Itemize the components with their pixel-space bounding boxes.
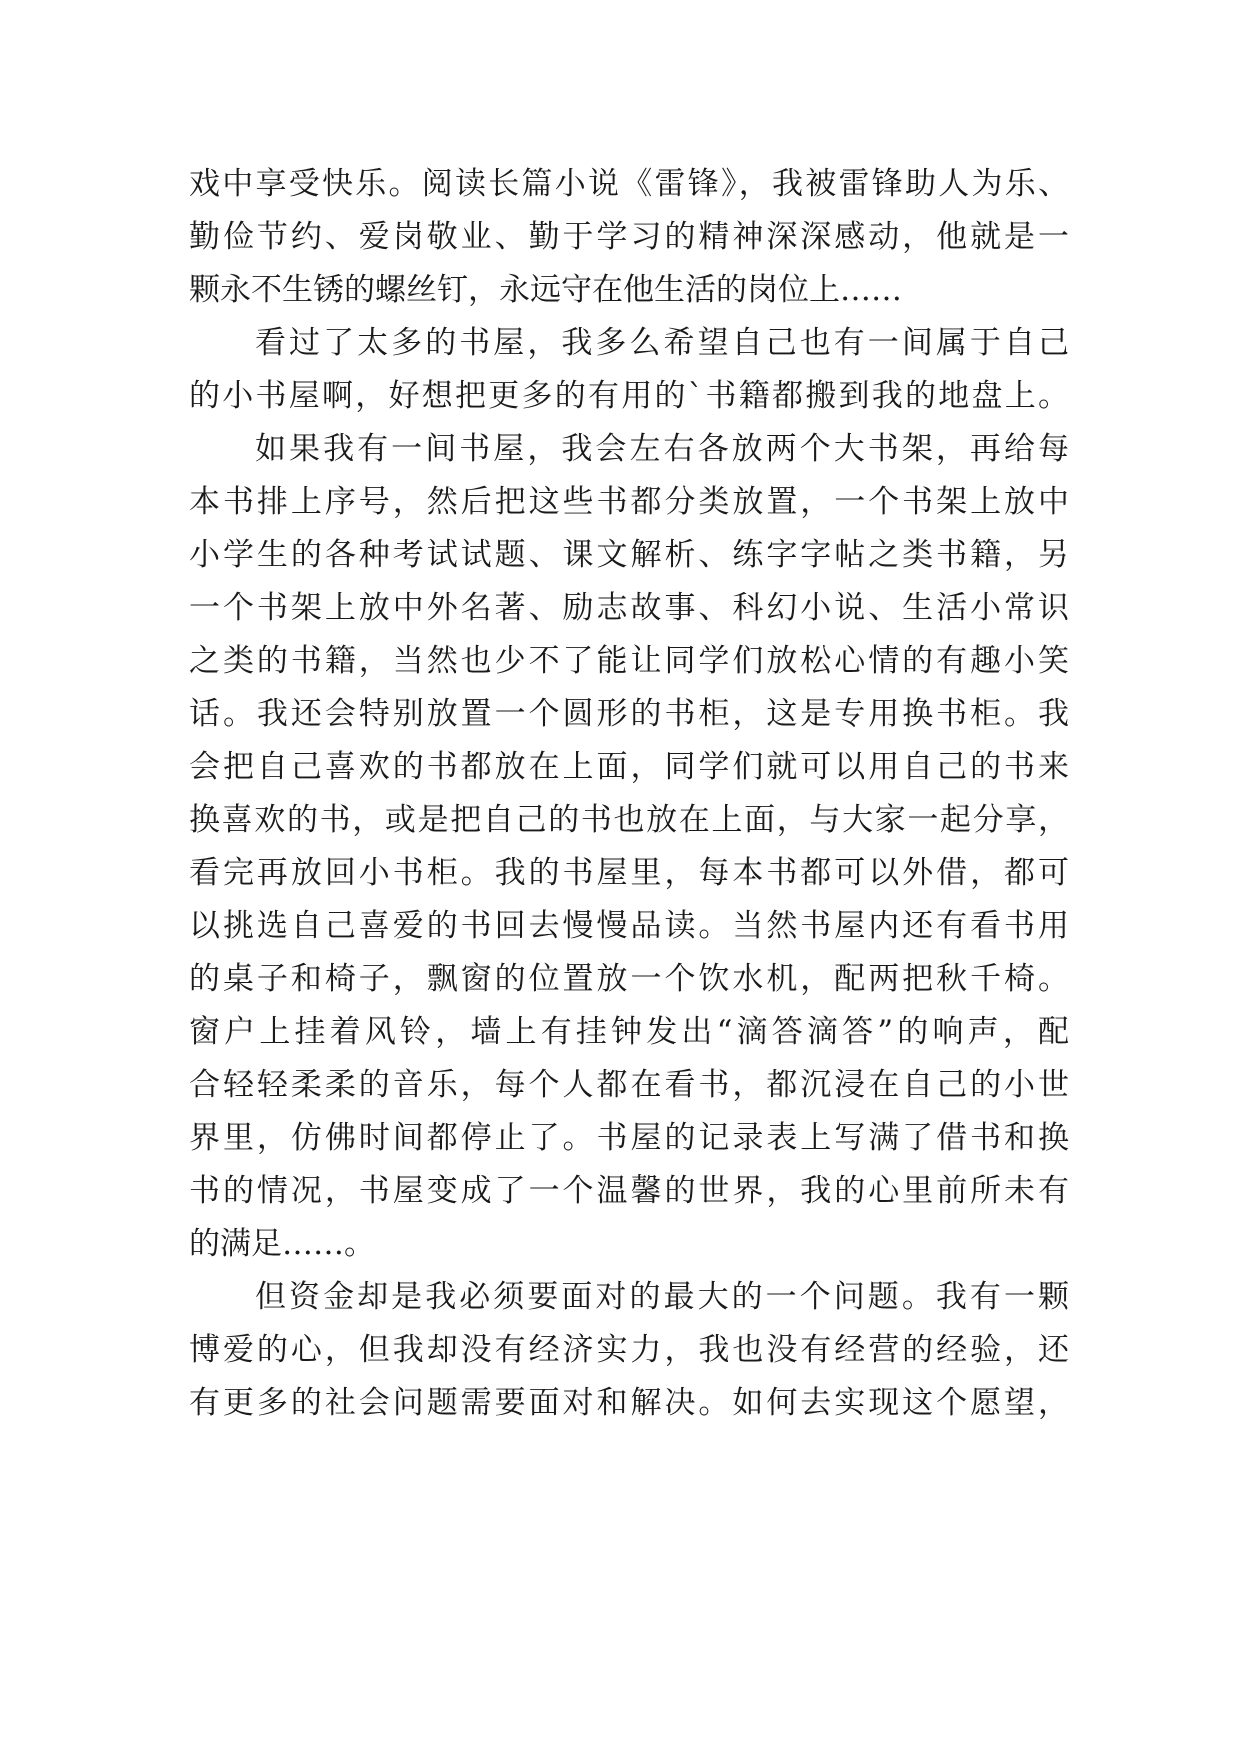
text-line: 小学生的各种考试试题、课文解析、练字字帖之类书籍，另 — [189, 537, 1069, 573]
text-line: 一个书架上放中外名著、励志故事、科幻小说、生活小常识 — [189, 590, 1069, 626]
text-line: 有更多的社会问题需要面对和解决。如何去实现这个愿望， — [189, 1385, 1069, 1421]
text-line: 会把自己喜欢的书都放在上面，同学们就可以用自己的书来 — [189, 749, 1069, 785]
text-line: 戏中享受快乐。阅读长篇小说《雷锋》，我被雷锋助人为乐、 — [189, 166, 1069, 202]
paragraph-start-line: 如果我有一间书屋，我会左右各放两个大书架，再给每 — [255, 431, 1069, 467]
text-line: 合轻轻柔柔的音乐，每个人都在看书，都沉浸在自己的小世 — [189, 1067, 1069, 1103]
text-line: 的桌子和椅子，飘窗的位置放一个饮水机，配两把秋千椅。 — [189, 961, 1069, 997]
paragraph-start-line: 但资金却是我必须要面对的最大的一个问题。我有一颗 — [255, 1279, 1069, 1315]
text-line: 界里，仿佛时间都停止了。书屋的记录表上写满了借书和换 — [189, 1120, 1069, 1156]
text-line: 换喜欢的书，或是把自己的书也放在上面，与大家一起分享， — [189, 802, 1069, 838]
text-line: 的小书屋啊，好想把更多的有用的`书籍都搬到我的地盘上。 — [189, 378, 1069, 414]
text-line: 看完再放回小书柜。我的书屋里，每本书都可以外借，都可 — [189, 855, 1069, 891]
text-line: 书的情况，书屋变成了一个温馨的世界，我的心里前所未有 — [189, 1173, 1069, 1209]
text-line: 本书排上序号，然后把这些书都分类放置，一个书架上放中 — [189, 484, 1069, 520]
body-text — [189, 158, 1069, 1430]
paragraph-start-line: 看过了太多的书屋，我多么希望自己也有一间属于自己 — [255, 325, 1069, 361]
text-line: 博爱的心，但我却没有经济实力，我也没有经营的经验，还 — [189, 1332, 1069, 1368]
text-line: 窗户上挂着风铃，墙上有挂钟发出“滴答滴答”的响声，配 — [189, 1014, 1069, 1050]
text-line: 之类的书籍，当然也少不了能让同学们放松心情的有趣小笑 — [189, 643, 1069, 679]
text-line: 话。我还会特别放置一个圆形的书柜，这是专用换书柜。我 — [189, 696, 1069, 732]
text-line: 勤俭节约、爱岗敬业、勤于学习的精神深深感动，他就是一 — [189, 219, 1069, 255]
text-line: 以挑选自己喜爱的书回去慢慢品读。当然书屋内还有看书用 — [189, 908, 1069, 944]
text-line: 的满足……。 — [189, 1226, 375, 1262]
text-line: 颗永不生锈的螺丝钉，永远守在他生活的岗位上…… — [189, 272, 902, 308]
